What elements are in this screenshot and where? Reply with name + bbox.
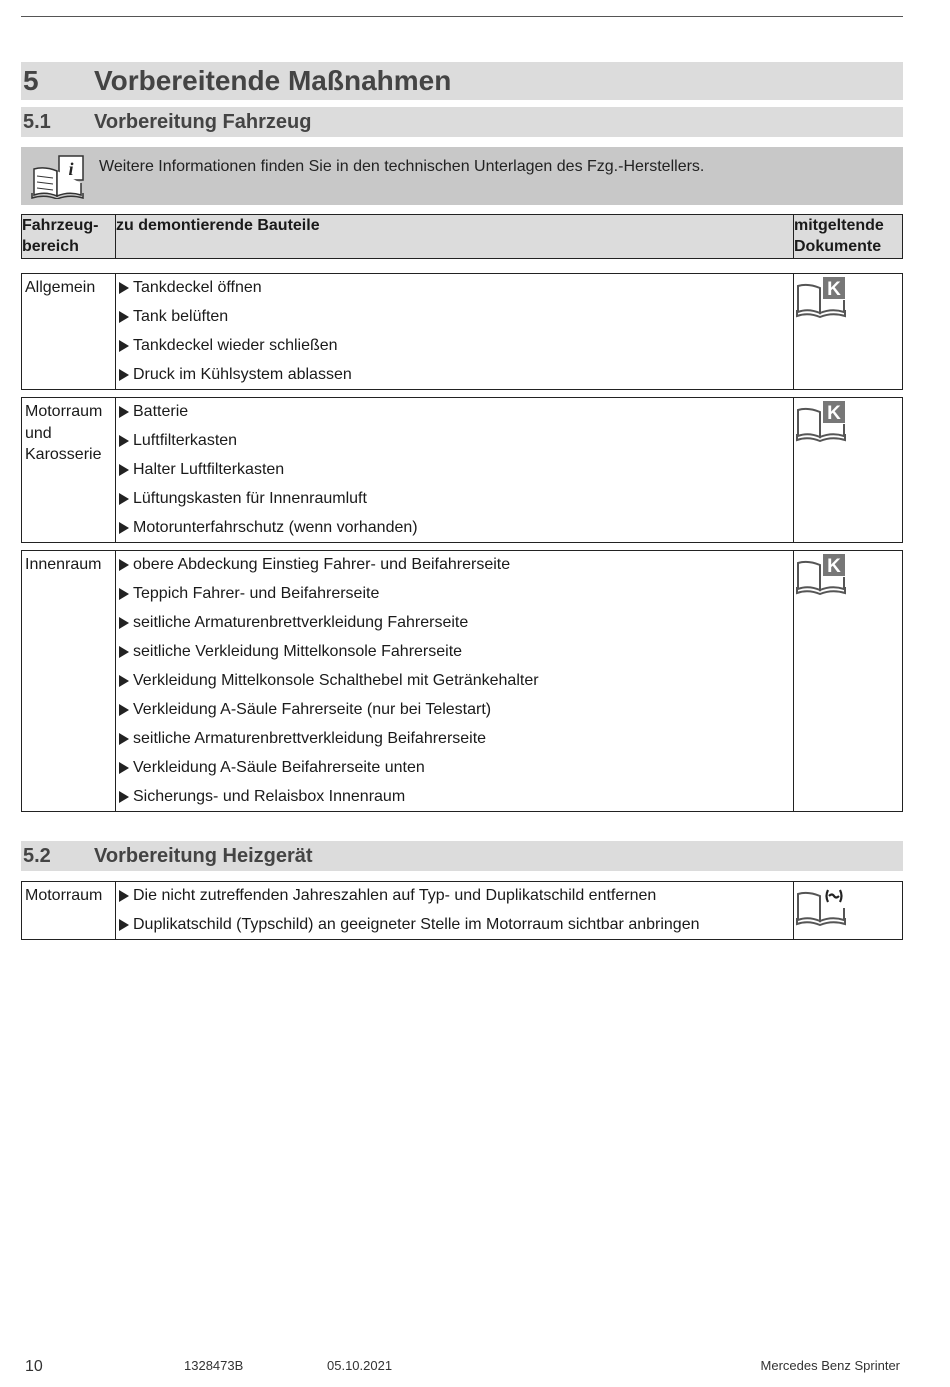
svg-text:K: K: [827, 556, 841, 577]
list-item-text: Sicherungs- und Relaisbox Innenraum: [133, 788, 406, 805]
list-item: [119, 756, 791, 785]
list-item-text: Tankdeckel wieder schließen: [133, 337, 338, 354]
bullet-triangle-icon: [119, 704, 129, 716]
row-area-label: Allgemein: [25, 279, 96, 296]
list-item: [119, 429, 791, 458]
bullet-triangle-icon: [119, 646, 129, 658]
row-docs: [794, 882, 903, 940]
list-item-text: seitliche Armaturenbrettverkleidung Beifahrerseite: [133, 730, 487, 747]
heater-row: [21, 881, 903, 940]
list-item-text: Luftfilterkasten: [133, 432, 238, 449]
parts-row: [21, 550, 903, 812]
subsection-title: Vorbereitung Fahrzeug: [94, 110, 312, 133]
header-area: [22, 215, 116, 259]
bullet-triangle-icon: [119, 890, 129, 902]
list-item: [119, 487, 791, 516]
list-item-text: Druck im Kühlsystem ablassen: [133, 366, 352, 383]
bullet-triangle-icon: [119, 762, 129, 774]
info-book-icon: [31, 155, 85, 199]
bullet-triangle-icon: [119, 617, 129, 629]
list-item-text: Duplikatschild (Typschild) an geeigneter Stelle im Motorraum sichtbar anbringen: [133, 916, 700, 933]
parts-row: [21, 273, 903, 390]
info-box: [21, 147, 903, 205]
row-area-label: Innenraum: [25, 556, 102, 573]
bullet-triangle-icon: [119, 311, 129, 323]
bullet-triangle-icon: [119, 406, 129, 418]
parts-row: [21, 397, 903, 543]
manual-k-icon: [796, 400, 846, 442]
list-item-text: seitliche Verkleidung Mittelkonsole Fahrerseite: [133, 643, 463, 660]
bullet-triangle-icon: [119, 559, 129, 571]
list-item: [119, 363, 791, 387]
manual-heater-icon: [796, 884, 846, 926]
svg-text:i: i: [68, 159, 74, 179]
bullet-triangle-icon: [119, 435, 129, 447]
row-area: [22, 274, 116, 390]
doc-number: 1328473B: [184, 1358, 244, 1373]
row-items: [116, 398, 794, 543]
bullet-triangle-icon: [119, 733, 129, 745]
header-docs: [794, 215, 903, 259]
row-area: [22, 882, 116, 940]
list-item: [119, 516, 791, 540]
row-docs: [794, 398, 903, 543]
header-parts: [116, 215, 794, 259]
bullet-triangle-icon: [119, 369, 129, 381]
section-title: Vorbereitende Maßnahmen: [94, 65, 452, 96]
list-item: [119, 727, 791, 756]
list-item-text: Halter Luftfilterkasten: [133, 461, 285, 478]
subsection-number: 5.2: [23, 844, 51, 867]
page-number: 10: [25, 1358, 43, 1375]
row-area: [22, 551, 116, 812]
svg-text:K: K: [827, 279, 841, 300]
list-item-text: Batterie: [133, 403, 189, 420]
list-item: [119, 698, 791, 727]
list-item: [119, 400, 791, 429]
bullet-triangle-icon: [119, 282, 129, 294]
list-item-text: obere Abdeckung Einstieg Fahrer- und Beifahrerseite: [133, 556, 511, 573]
section-number: 5: [23, 65, 39, 96]
list-item: [119, 305, 791, 334]
list-item-text: Motorunterfahrschutz (wenn vorhanden): [133, 519, 418, 536]
bullet-triangle-icon: [119, 493, 129, 505]
row-area: [22, 398, 116, 543]
list-item-text: Lüftungskasten für Innenraumluft: [133, 490, 367, 507]
bullet-triangle-icon: [119, 340, 129, 352]
manual-k-icon: [796, 553, 846, 595]
row-area-label: Motorraum: [25, 887, 103, 904]
row-docs: [794, 274, 903, 390]
list-item-text: Teppich Fahrer- und Beifahrerseite: [133, 585, 380, 602]
list-item: [119, 884, 791, 913]
row-items: [116, 551, 794, 812]
info-text: Weitere Informationen finden Sie in den technischen Unterlagen des Fzg.-Herstellers.: [99, 158, 705, 175]
list-item: [119, 640, 791, 669]
bullet-triangle-icon: [119, 588, 129, 600]
svg-text:K: K: [827, 403, 841, 424]
header-docs-label: mitgeltende Dokumente: [794, 217, 884, 255]
header-area-label: Fahrzeug- bereich: [22, 217, 99, 255]
list-item: [119, 913, 791, 937]
list-item-text: Die nicht zutreffenden Jahreszahlen auf Typ- und Duplikatschild entfernen: [133, 887, 657, 904]
bullet-triangle-icon: [119, 919, 129, 931]
list-item: [119, 669, 791, 698]
row-items: [116, 882, 794, 940]
list-item: [119, 785, 791, 809]
list-item-text: seitliche Armaturenbrettverkleidung Fahrerseite: [133, 614, 469, 631]
list-item: [119, 334, 791, 363]
row-docs: [794, 551, 903, 812]
subsection-heading-5-1: [21, 107, 903, 137]
bullet-triangle-icon: [119, 522, 129, 534]
row-items: [116, 274, 794, 390]
doc-date: 05.10.2021: [327, 1358, 393, 1373]
list-item-text: Tankdeckel öffnen: [133, 279, 262, 296]
subsection-number: 5.1: [23, 110, 51, 133]
list-item: [119, 276, 791, 305]
list-item: [119, 458, 791, 487]
list-item-text: Verkleidung A-Säule Beifahrerseite unten: [133, 759, 425, 776]
bullet-triangle-icon: [119, 675, 129, 687]
bullet-triangle-icon: [119, 464, 129, 476]
header-parts-label: zu demontierende Bauteile: [116, 217, 320, 234]
list-item: [119, 611, 791, 640]
list-item-text: Verkleidung Mittelkonsole Schalthebel mit Getränkehalter: [133, 672, 539, 689]
top-rule: [21, 16, 903, 17]
subsection-heading-5-2: [21, 841, 903, 871]
parts-table-header: [21, 214, 903, 259]
section-heading: [21, 62, 903, 100]
vehicle-name: Mercedes Benz Sprinter: [760, 1358, 900, 1373]
list-item-text: Verkleidung A-Säule Fahrerseite (nur bei Telestart): [133, 701, 492, 718]
subsection-title: Vorbereitung Heizgerät: [94, 844, 313, 867]
bullet-triangle-icon: [119, 791, 129, 803]
list-item-text: Tank belüften: [133, 308, 229, 325]
row-area-label: Motorraum und Karosserie: [25, 403, 103, 463]
manual-k-icon: [796, 276, 846, 318]
list-item: [119, 553, 791, 582]
list-item: [119, 582, 791, 611]
